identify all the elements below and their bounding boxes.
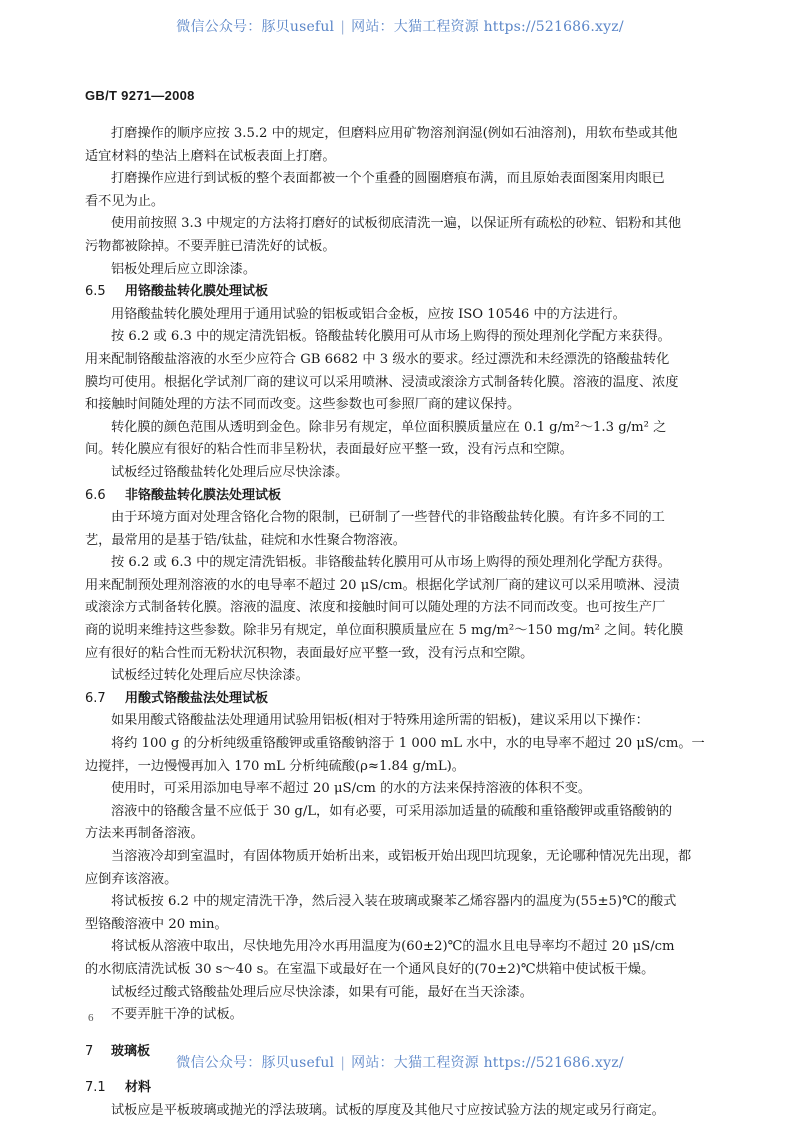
paragraph-line: 型铬酸溶液中 20 min。 bbox=[85, 916, 228, 932]
paragraph-line: 按 6.2 或 6.3 中的规定清洗铝板。非铬酸盐转化膜用可从市场上购得的预处理剂化学配方获得。 bbox=[111, 555, 671, 571]
paragraph-line: 膜均可使用。根据化学试剂厂商的建议可以采用喷淋、浸渍或滚涂方式制备转化膜。溶液的温度、浓度 bbox=[85, 374, 679, 390]
page-number: 6 bbox=[88, 1012, 94, 1024]
paragraph-line: 铝板处理后应立即涂漆。 bbox=[111, 261, 257, 277]
section-title: 用铬酸盐转化膜处理试板 bbox=[125, 284, 269, 300]
section-number: 7 bbox=[85, 1043, 94, 1059]
watermark-website: 网站：大猫工程资源 https://521686.xyz/ bbox=[351, 19, 624, 35]
paragraph-line: 由于环境方面对处理含铬化合物的限制，已研制了一些替代的非铬酸盐转化膜。有许多不同的工 bbox=[111, 510, 665, 526]
paragraph-line: 间。转化膜应有很好的粘合性而非呈粉状，表面最好应平整一致，没有污点和空隙。 bbox=[85, 442, 573, 458]
paragraph-line: 适宜材料的垫沾上磨料在试板表面上打磨。 bbox=[85, 148, 336, 164]
paragraph-line: 如果用酸式铬酸盐法处理通用试验用铝板(相对于特殊用途所需的铝板)，建议采用以下操作： bbox=[111, 713, 649, 729]
section-title: 非铬酸盐转化膜法处理试板 bbox=[125, 487, 282, 503]
watermark-bottom bbox=[0, 1052, 800, 1072]
section-number: 6.5 bbox=[85, 284, 106, 300]
watermark-top bbox=[0, 16, 800, 36]
section-title: 用酸式铬酸盐法处理试板 bbox=[125, 690, 269, 706]
paragraph-line: 当溶液冷却到室温时，有固体物质开始析出来，或铝板开始出现凹坑现象，无论哪种情况先出现，都 bbox=[111, 849, 692, 864]
paragraph-line: 商的说明来维持这些参数。除非另有规定，单位面积膜质量应在 5 mg/m²～150 mg/m² 之间。转化膜 bbox=[85, 623, 684, 639]
document-body bbox=[85, 123, 710, 1123]
paragraph-line: 用来配制预处理剂溶液的水的电导率不超过 20 μS/cm。根据化学试剂厂商的建议可以采用喷淋、浸渍 bbox=[85, 577, 680, 593]
paragraph-line: 将试板从溶液中取出，尽快地先用冷水再用温度为(60±2)℃的温水且电导率均不超过 20 μS/cm bbox=[111, 939, 675, 955]
paragraph-line: 试板应是平板玻璃或抛光的浮法玻璃。试板的厚度及其他尺寸应按试验方法的规定或另行商定。 bbox=[111, 1102, 665, 1118]
section-heading-6-7 bbox=[85, 688, 710, 711]
paragraph-line: 试板经过酸式铬酸盐处理后应尽快涂漆，如果有可能，最好在当天涂漆。 bbox=[111, 984, 533, 1000]
watermark-wechat: 微信公众号：豚贝useful bbox=[176, 19, 335, 35]
paragraph-line: 不要弄脏干净的试板。 bbox=[111, 1007, 243, 1023]
spacer bbox=[85, 1027, 710, 1041]
section-number: 6.7 bbox=[85, 690, 106, 706]
paragraph-line: 用来配制铬酸盐溶液的水至少应符合 GB 6682 中 3 级水的要求。经过漂洗和未经漂洗的铬酸盐转化 bbox=[85, 351, 670, 367]
paragraph-line: 将约 100 g 的分析纯级重铬酸钾或重铬酸钠溶于 1 000 mL 水中，水的电导率不超过 20 μS/cm。一 bbox=[111, 736, 705, 752]
paragraph-line: 污物都被除掉。不要弄脏已清洗好的试板。 bbox=[85, 238, 336, 254]
section-heading-7-1 bbox=[85, 1077, 710, 1100]
paragraph-line: 和接触时间随处理的方法不同而改变。这些参数也可参照厂商的建议保持。 bbox=[85, 397, 521, 413]
paragraph-line: 溶液中的铬酸含量不应低于 30 g/L，如有必要，可采用添加适量的硫酸和重铬酸钾或重铬酸钠的 bbox=[111, 803, 673, 819]
paragraph-line: 试板经过转化处理后应尽快涂漆。 bbox=[111, 668, 309, 684]
section-number: 7.1 bbox=[85, 1080, 106, 1096]
watermark-wechat: 微信公众号：豚贝useful bbox=[176, 1055, 335, 1071]
paragraph-line: 使用前按照 3.3 中规定的方法将打磨好的试板彻底清洗一遍，以保证所有疏松的砂粒、铝粉和其他 bbox=[111, 216, 682, 232]
paragraph-line: 方法来再制备溶液。 bbox=[85, 826, 204, 842]
paragraph-line: 转化膜的颜色范围从透明到金色。除非另有规定，单位面积膜质量应在 0.1 g/m²～1.3 g/m² 之 bbox=[111, 419, 667, 435]
paragraph-line: 将试板按 6.2 中的规定清洗干净，然后浸入装在玻璃或聚苯乙烯容器内的温度为(55±5)℃的酸式 bbox=[111, 894, 677, 910]
paragraph-line: 的水彻底清洗试板 30 s～40 s。在室温下或最好在一个通风良好的(70±2)℃烘箱中使试板干燥。 bbox=[85, 961, 655, 977]
watermark-separator: | bbox=[340, 1055, 346, 1071]
paragraph-line: 或滚涂方式制备转化膜。溶液的温度、浓度和接触时间可以随处理的方法不同而改变。也可按生产厂 bbox=[85, 600, 666, 616]
paragraph-line: 用铬酸盐转化膜处理用于通用试验的铝板或铝合金板，应按 ISO 10546 中的方法进行。 bbox=[111, 306, 626, 322]
section-heading-6-5 bbox=[85, 281, 710, 304]
paragraph-line: 使用时，可采用添加电导率不超过 20 μS/cm 的水的方法来保持溶液的体积不变。 bbox=[111, 781, 592, 797]
paragraph-line: 打磨操作应进行到试板的整个表面都被一个个重叠的圆圈磨痕布满，而且原始表面图案用肉眼已 bbox=[111, 171, 665, 187]
paragraph-line: 应倒弃该溶液。 bbox=[85, 871, 178, 887]
paragraph-line: 打磨操作的顺序应按 3.5.2 中的规定，但磨料应用矿物溶剂润湿(例如石油溶剂)，用软布垫或其他 bbox=[111, 126, 678, 141]
section-title: 材料 bbox=[125, 1080, 152, 1096]
watermark-website: 网站：大猫工程资源 https://521686.xyz/ bbox=[351, 1055, 624, 1071]
section-heading-6-6 bbox=[85, 485, 710, 508]
section-number: 6.6 bbox=[85, 487, 106, 503]
standard-number: GB/T 9271—2008 bbox=[85, 88, 195, 103]
paragraph-line: 试板经过铬酸盐转化处理后应尽快涂漆。 bbox=[111, 464, 349, 480]
paragraph-line: 看不见为止。 bbox=[85, 193, 165, 209]
paragraph-line: 按 6.2 或 6.3 中的规定清洗铝板。铬酸盐转化膜用可从市场上购得的预处理剂化学配方来获得。 bbox=[111, 329, 671, 345]
watermark-separator: | bbox=[340, 19, 346, 35]
paragraph-line: 艺，最常用的是基于锆/钛盐，硅烷和水性聚合物溶液。 bbox=[85, 532, 406, 548]
paragraph-line: 应有很好的粘合性而无粉状沉积物，表面最好应平整一致，没有污点和空隙。 bbox=[85, 645, 534, 661]
section-title: 玻璃板 bbox=[111, 1043, 151, 1059]
paragraph-line: 边搅拌，一边慢慢再加入 170 mL 分析纯硫酸(ρ≈1.84 g/mL)。 bbox=[85, 758, 465, 774]
